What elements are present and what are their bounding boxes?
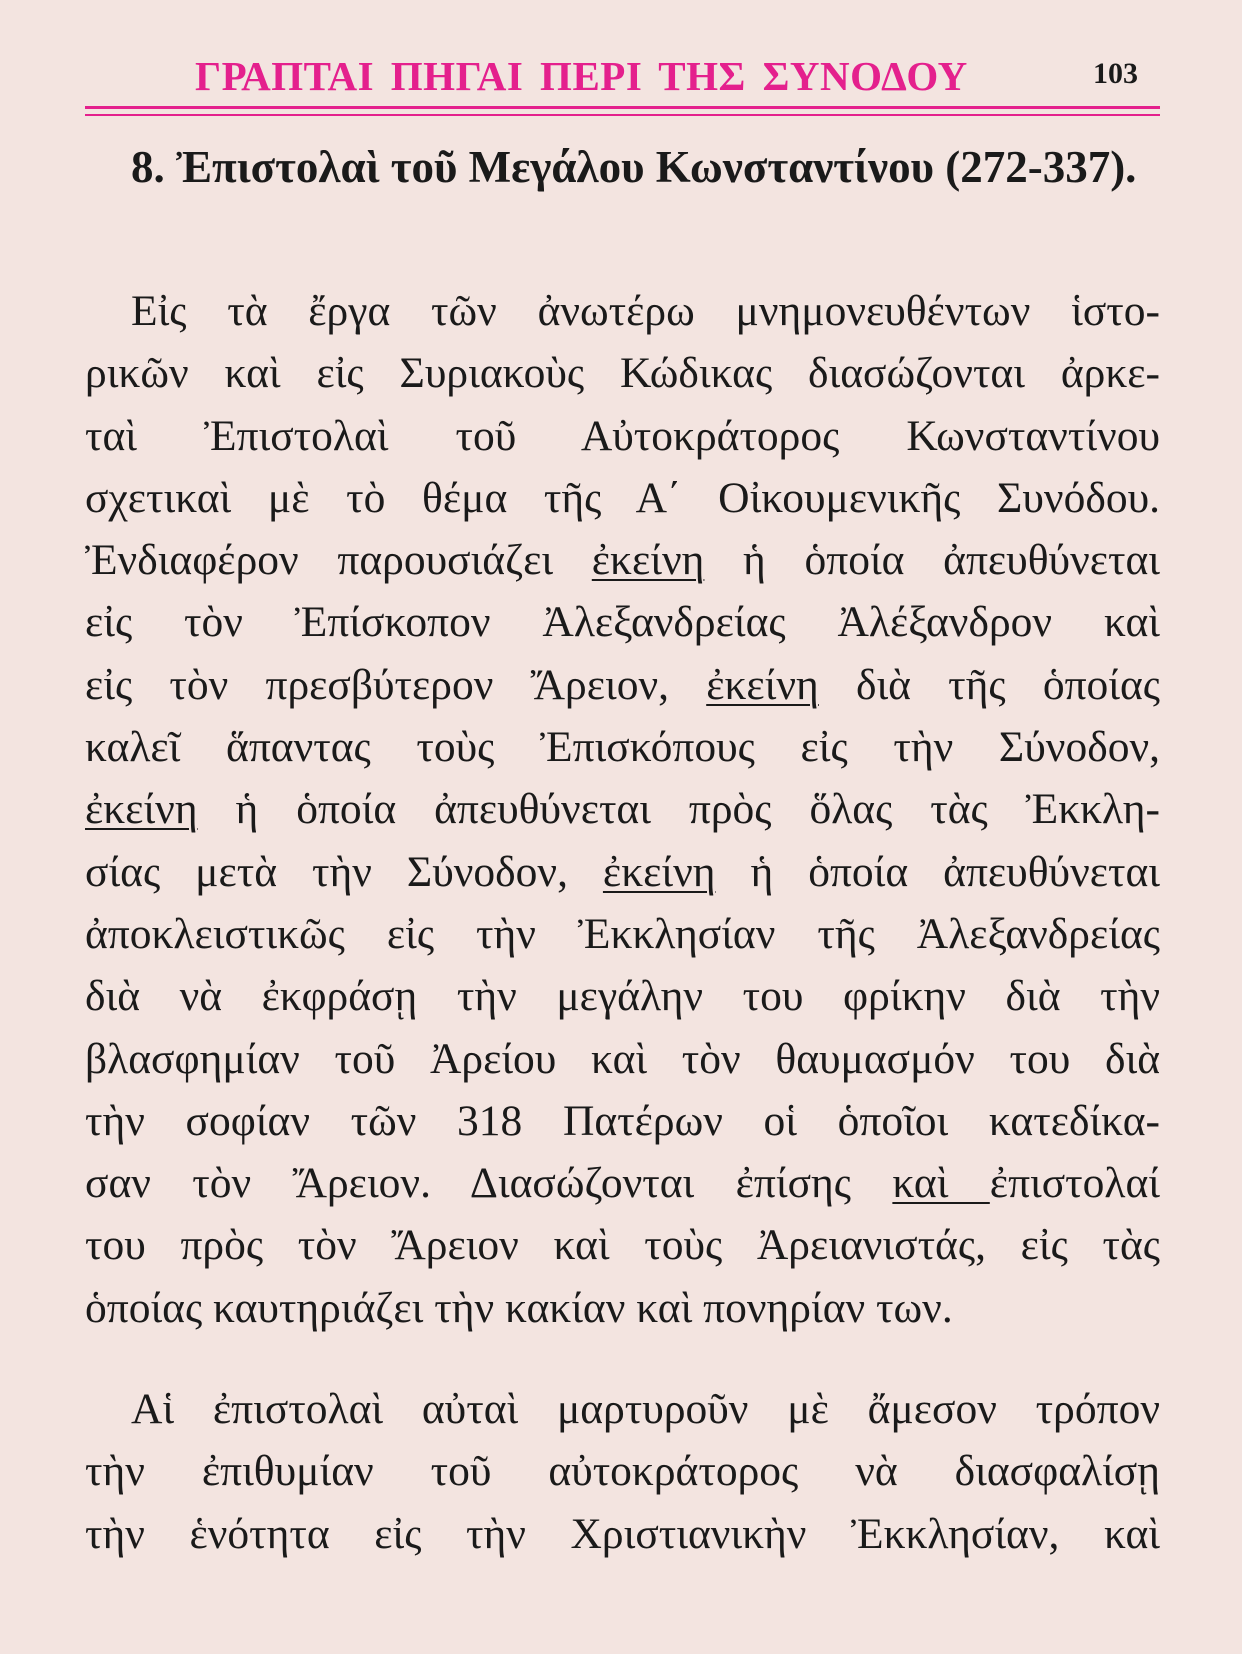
text-line: τὴν σοφίαν τῶν 318 Πατέρων οἱ ὁποῖοι κατεδίκα-: [85, 1096, 1160, 1145]
text-line: [85, 1152, 1160, 1214]
text-line: βλασφημίαν τοῦ Ἀρείου καὶ τὸν θαυμασμόν του διὰ: [85, 1034, 1160, 1083]
page-number: 103: [1093, 57, 1138, 90]
text-line: Εἰς τὰ ἔργα τῶν ἀνωτέρω μνημονευθέντων ἱστο-: [131, 287, 1160, 335]
text-line: ρικῶν καὶ εἰς Συριακοὺς Κώδικας διασώζονται ἀρκε-: [85, 349, 1160, 398]
text-run: διὰ τῆς ὁποίας: [818, 660, 1160, 709]
text-line: διὰ νὰ ἐκφράσῃ τὴν μεγάλην του φρίκην διὰ τὴν: [85, 972, 1160, 1021]
text-line: τὴν ἐπιθυμίαν τοῦ αὐτοκράτορος νὰ διασφαλίσῃ: [85, 1447, 1160, 1496]
text-line: ἀποκλειστικῶς εἰς τὴν Ἐκκλησίαν τῆς Ἀλεξανδρείας: [85, 909, 1160, 958]
text-run: σίας μετὰ τὴν Σύνοδον,: [85, 847, 603, 896]
paragraph-2: [85, 1378, 1160, 1565]
underlined-word: καὶ: [892, 1159, 990, 1208]
text-line: [85, 654, 1160, 716]
running-title: ΓΡΑΠΤΑΙ ΠΗΓΑΙ ΠΕΡΙ ΤΗΣ ΣΥΝΟΔΟΥ: [195, 53, 968, 99]
text-line: του πρὸς τὸν Ἄρειον καὶ τοὺς Ἀρειανιστάς, εἰς τὰς: [85, 1221, 1160, 1270]
text-line: ταὶ Ἐπιστολαὶ τοῦ Αὐτοκράτορος Κωνσταντίνου: [85, 411, 1160, 460]
text-run: ἡ ὁποία ἀπευθύνεται πρὸς ὅλας τὰς Ἐκκλη-: [197, 785, 1160, 834]
text-line: Αἱ ἐπιστολαὶ αὐταὶ μαρτυροῦν μὲ ἄμεσον τρόπον: [131, 1385, 1160, 1433]
text-line: σχετικαὶ μὲ τὸ θέμα τῆς Α΄ Οἰκουμενικῆς Συνόδου.: [85, 473, 1160, 522]
text-line: ὁποίας καυτηριάζει τὴν κακίαν καὶ πονηρίαν των.: [85, 1283, 953, 1332]
underlined-word: ἐκείνη: [602, 847, 716, 896]
text-line: [85, 841, 1160, 903]
text-run: Ἐνδιαφέρον παρουσιάζει: [85, 536, 592, 585]
text-run: ἡ ὁποία ἀπευθύνεται: [715, 847, 1160, 896]
text-line: [85, 529, 1160, 591]
header-rule-bottom: [85, 114, 1160, 116]
running-header: [85, 0, 1160, 105]
section-heading: 8. Ἐπιστολαὶ τοῦ Μεγάλου Κωνσταντίνου (272-337).: [131, 142, 1137, 192]
text-line: τὴν ἑνότητα εἰς τὴν Χριστιανικὴν Ἐκκλησίαν, καὶ: [85, 1509, 1160, 1558]
underlined-word: ἐκείνη: [591, 536, 705, 585]
text-line: [85, 778, 1160, 840]
text-line: εἰς τὸν Ἐπίσκοπον Ἀλεξανδρείας Ἀλέξανδρον καὶ: [85, 598, 1160, 647]
underlined-word: ἐκείνη: [85, 785, 198, 834]
text-run: ἐπιστολαί: [989, 1159, 1160, 1208]
paragraph-1: [85, 280, 1160, 1339]
text-run: ἡ ὁποία ἀπευθύνεται: [704, 536, 1161, 585]
header-rule-top: [85, 106, 1160, 109]
text-run: εἰς τὸν πρεσβύτερον Ἄρειον,: [85, 660, 707, 709]
text-line: καλεῖ ἅπαντας τοὺς Ἐπισκόπους εἰς τὴν Σύνοδον,: [85, 723, 1160, 772]
underlined-word: ἐκείνη: [706, 660, 819, 709]
text-run: σαν τὸν Ἄρειον. Διασώζονται ἐπίσης: [85, 1159, 893, 1208]
book-page: [85, 0, 1160, 1654]
